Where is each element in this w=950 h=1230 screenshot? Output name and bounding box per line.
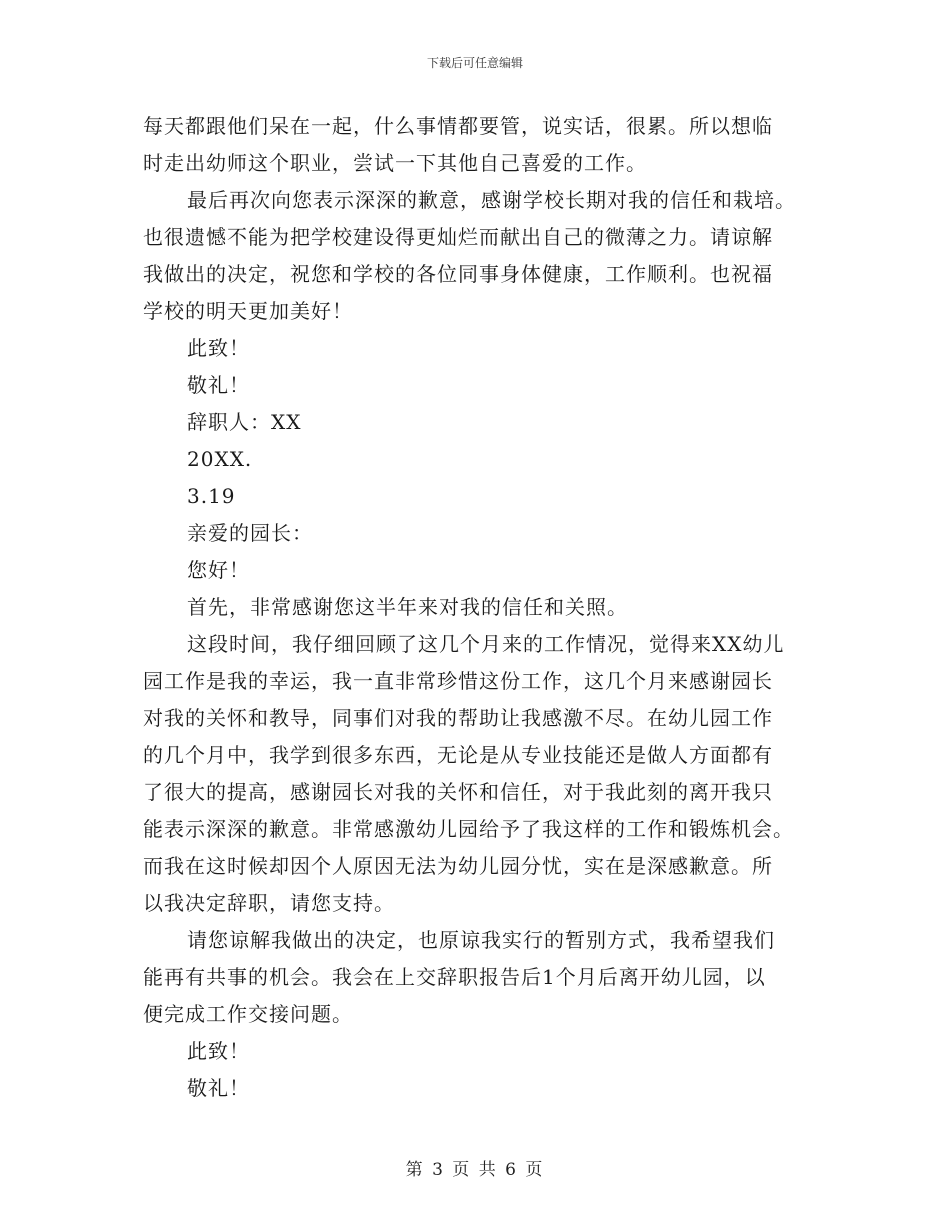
text-line: 以我决定辞职，请您支持。	[143, 891, 395, 915]
page-number-suffix: 页	[525, 1160, 545, 1180]
text-line: 能再有共事的机会。我会在上交辞职报告后1个月后离开幼儿园，以	[143, 965, 766, 989]
text-line: 了很大的提高，感谢园长对我的关怀和信任，对于我此刻的离开我只	[143, 780, 773, 804]
letter-addressee: 亲爱的园长：	[187, 521, 313, 545]
closing-salutation: 此致！	[187, 1039, 250, 1063]
page-header-note: 下载后可任意编辑	[426, 56, 523, 70]
text-line: 学校的明天更加美好！	[143, 299, 353, 323]
text-line: 也很遗憾不能为把学校建设得更灿烂而献出自己的微薄之力。请谅解	[143, 225, 773, 249]
text-line: 这段时间，我仔细回顾了这几个月来的工作情况，觉得来XX幼儿	[187, 632, 785, 656]
document-body	[143, 108, 819, 1107]
text-line: 园工作是我的幸运，我一直非常珍惜这份工作，这几个月来感谢园长	[143, 669, 773, 693]
text-line: 首先，非常感谢您这半年来对我的信任和关照。	[187, 595, 628, 619]
text-line: 我做出的决定，祝您和学校的各位同事身体健康，工作顺利。也祝福	[143, 262, 773, 286]
page-number-middle: 页 共	[452, 1160, 498, 1180]
closing-regards: 敬礼！	[187, 373, 250, 397]
text-line: 能表示深深的歉意。非常感激幼儿园给予了我这样的工作和锻炼机会。	[143, 817, 794, 841]
text-line: 时走出幼师这个职业，尝试一下其他自己喜爱的工作。	[143, 151, 647, 175]
page-number-total: 6	[505, 1160, 518, 1180]
closing-salutation: 此致！	[187, 336, 250, 360]
greeting: 您好！	[187, 558, 250, 582]
text-line: 请您谅解我做出的决定，也原谅我实行的暂别方式，我希望我们	[187, 928, 775, 952]
text-line: 对我的关怀和教导，同事们对我的帮助让我感激不尽。在幼儿园工作	[143, 706, 773, 730]
text-line: 而我在这时候却因个人原因无法为幼儿园分忧，实在是深感歉意。所	[143, 854, 773, 878]
text-line: 的几个月中，我学到很多东西，无论是从专业技能还是做人方面都有	[143, 743, 773, 767]
signature-line: 辞职人：XX	[187, 410, 302, 434]
date-day: 3.19	[187, 484, 236, 508]
closing-regards: 敬礼！	[187, 1076, 250, 1100]
page-number	[0, 1155, 950, 1180]
text-line: 便完成工作交接问题。	[143, 1002, 353, 1026]
text-line: 最后再次向您表示深深的歉意，感谢学校长期对我的信任和栽培。	[187, 188, 796, 212]
page-number-current: 3	[432, 1160, 445, 1180]
date-year: 20XX.	[187, 447, 253, 471]
text-line: 每天都跟他们呆在一起，什么事情都要管，说实话，很累。所以想临	[143, 114, 773, 138]
page-number-prefix: 第	[405, 1160, 425, 1180]
